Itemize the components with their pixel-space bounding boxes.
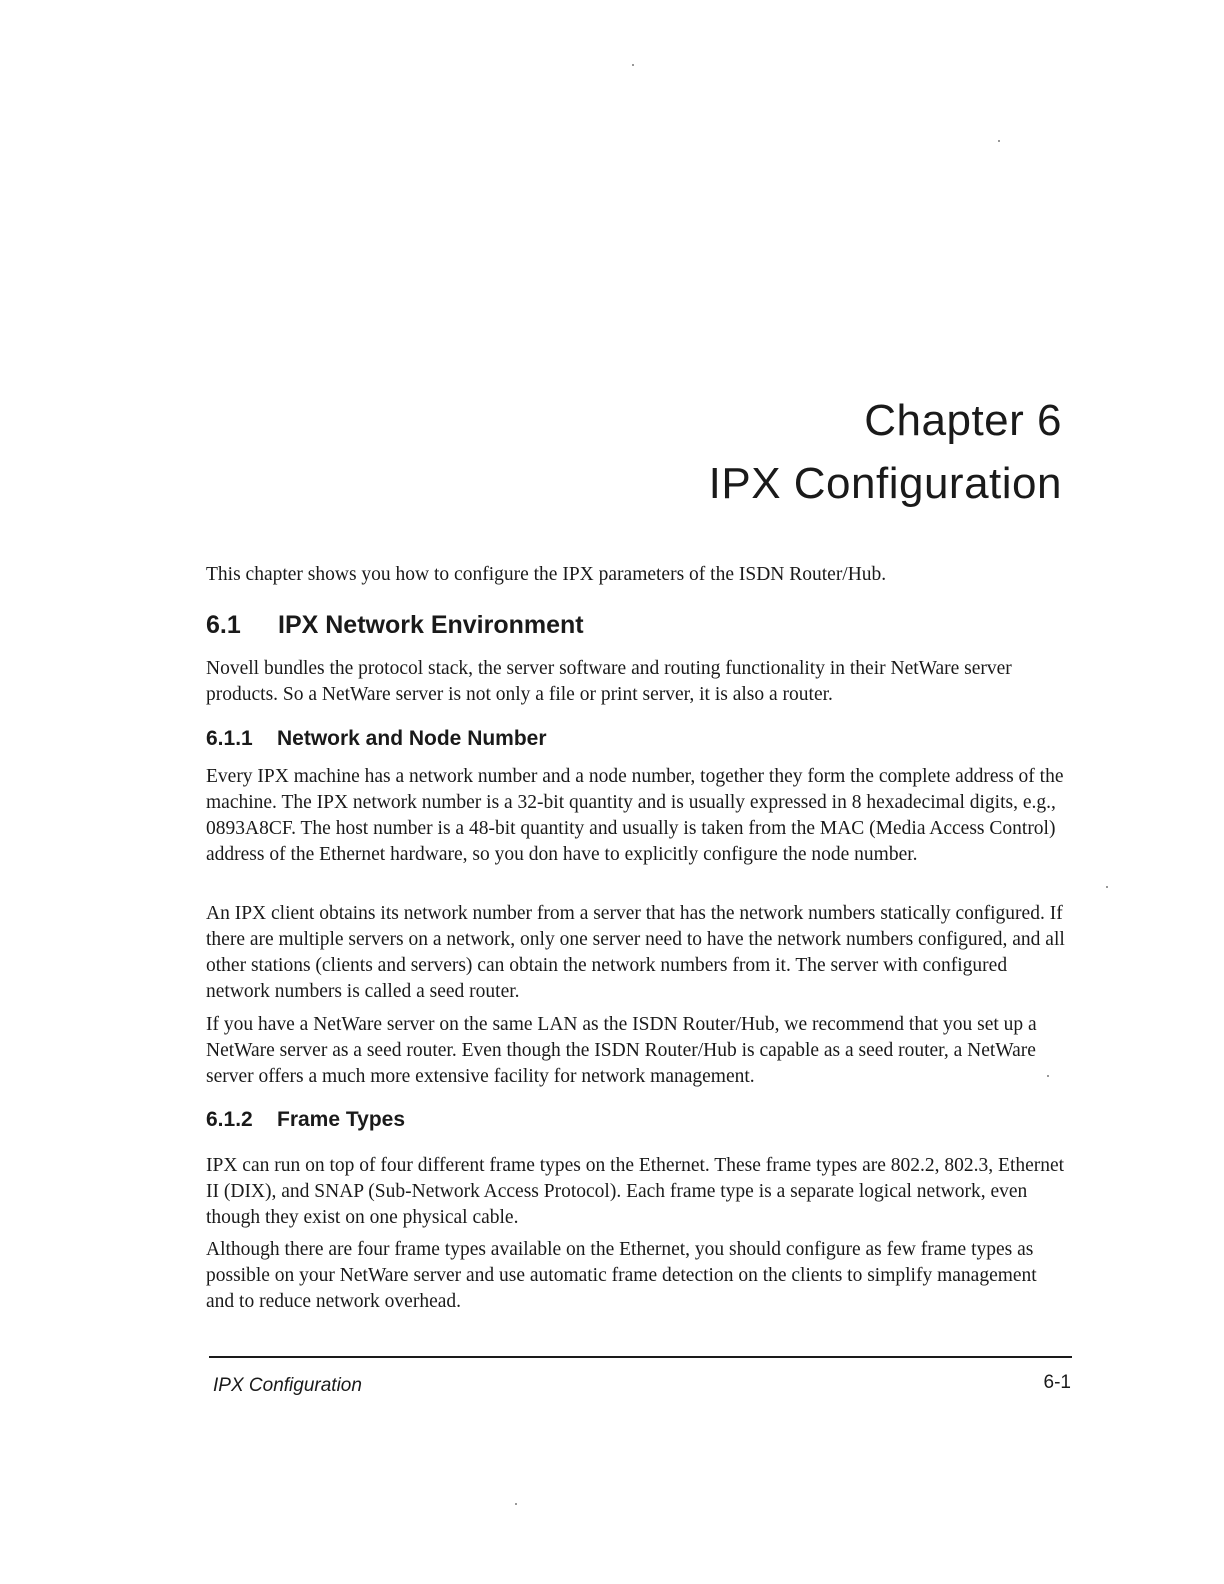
scan-speck: [632, 64, 634, 66]
scan-speck: [1047, 1075, 1049, 1077]
scan-speck: [515, 1503, 517, 1505]
section-6-1-2-heading: [206, 1108, 405, 1132]
chapter-number: Chapter 6: [864, 396, 1062, 445]
section-6-1-1-paragraph-1: Every IPX machine has a network number and a node number, together they form the complete address of the machine. The IPX network number is a 32-bit quantity and is usually expressed in 8 hexadecimal digits, e.g., 0893A8CF. The host number is a 48-bit quantity and usually is taken from the MAC (Media Access Control) address of the Ethernet hardware, so you don have to explicitly configure the node number.: [206, 766, 1064, 865]
subsection-number: 6.1.2: [206, 1108, 253, 1131]
section-6-1-1-paragraph-2: An IPX client obtains its network number from a server that has the network numbers statically configured. If there are multiple servers on a network, only one server need to have the network numbers configured, and all other stations (clients and servers) can obtain the network numbers from it. The server with configured network numbers is called a seed router.: [206, 903, 1065, 1002]
intro-paragraph: This chapter shows you how to configure the IPX parameters of the ISDN Router/Hub.: [206, 564, 887, 585]
section-title: IPX Network Environment: [278, 611, 584, 639]
subsection-title: Network and Node Number: [277, 727, 547, 750]
section-6-1-paragraph: Novell bundles the protocol stack, the server software and routing functionality in their NetWare server products. So a NetWare server is not only a file or print server, it is also a router.: [206, 658, 1012, 705]
section-6-1-1-heading: [206, 727, 547, 751]
section-number: 6.1: [206, 611, 241, 639]
subsection-number: 6.1.1: [206, 727, 253, 750]
section-6-1-heading: [206, 611, 584, 640]
section-6-1-2-paragraph-1: IPX can run on top of four different frame types on the Ethernet. These frame types are 802.2, 802.3, Ethernet II (DIX), and SNAP (Sub-Network Access Protocol). Each frame type is a separate logical network, even though they exist on one physical cable.: [206, 1155, 1065, 1228]
footer-divider: [209, 1356, 1072, 1358]
subsection-title: Frame Types: [277, 1108, 405, 1131]
footer-chapter-title: IPX Configuration: [213, 1375, 362, 1396]
scan-speck: [998, 140, 1000, 142]
chapter-title: IPX Configuration: [708, 459, 1062, 508]
footer-page-number: 6-1: [1043, 1372, 1071, 1393]
section-6-1-1-paragraph-3: If you have a NetWare server on the same LAN as the ISDN Router/Hub, we recommend that you set up a NetWare server as a seed router. Even though the ISDN Router/Hub is capable as a seed router, a NetWare server offers a much more extensive facility for network management.: [206, 1014, 1037, 1087]
scan-speck: [1106, 886, 1108, 888]
section-6-1-2-paragraph-2: Although there are four frame types available on the Ethernet, you should configure as few frame types as possible on your NetWare server and use automatic frame detection on the clients to simplify management and to reduce network overhead.: [206, 1239, 1037, 1312]
